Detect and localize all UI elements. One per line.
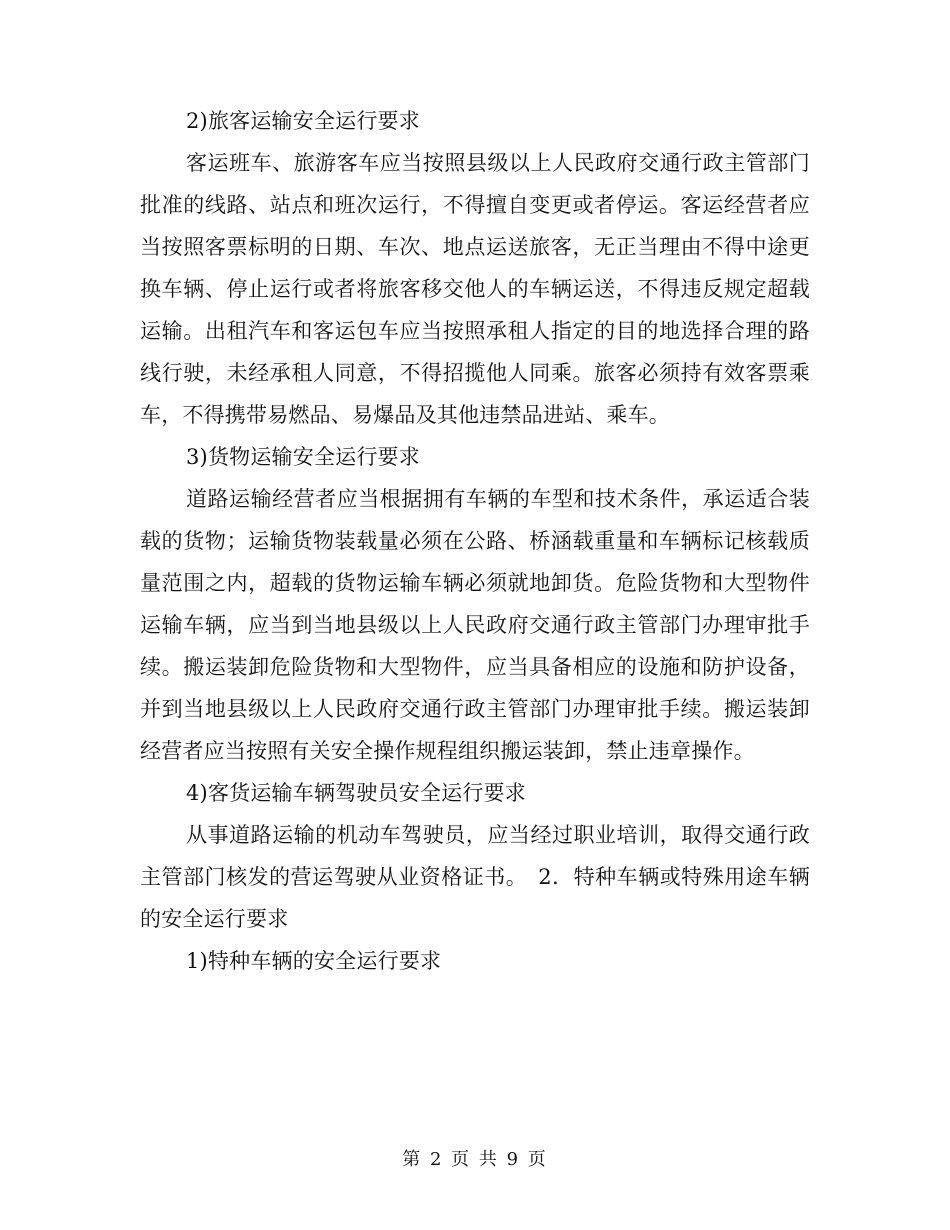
paragraph-driver-requirements: 从事道路运输的机动车驾驶员，应当经过职业培训，取得交通行政主管部门核发的营运驾驶从业资格证书。 2．特种车辆或特殊用途车辆的安全运行要求 [140, 823, 810, 931]
document-body [140, 100, 810, 982]
section-heading-driver-requirements: 4)客货运输车辆驾驶员安全运行要求 [186, 781, 526, 805]
paragraph-passenger-transport: 客运班车、旅游客车应当按照县级以上人民政府交通行政主管部门批准的线路、站点和班次运行，不得擅自变更或者停运。客运经营者应当按照客票标明的日期、车次、地点运送旅客，无正当理由不得中途更换车辆、停止运行或者将旅客移交他人的车辆运送，不得违反规定超载运输。出租汽车和客运包车应当按照承租人指定的目的地选择合理的路线行驶，未经承租人同意，不得招揽他人同乘。旅客必须持有效客票乘车，不得携带易燃品、易爆品及其他违禁品进站、乘车。 [140, 151, 810, 427]
section-heading-special-vehicles: 1)特种车辆的安全运行要求 [186, 949, 442, 973]
section-heading-passenger-transport: 2)旅客运输安全运行要求 [186, 109, 420, 133]
paragraph-cargo-transport: 道路运输经营者应当根据拥有车辆的车型和技术条件，承运适合装载的货物；运输货物装载量必须在公路、桥涵载重量和车辆标记核载质量范围之内，超载的货物运输车辆必须就地卸货。危险货物和大型物件运输车辆，应当到当地县级以上人民政府交通行政主管部门办理审批手续。搬运装卸危险货物和大型物件，应当具备相应的设施和防护设备，并到当地县级以上人民政府交通行政主管部门办理审批手续。搬运装卸经营者应当按照有关安全操作规程组织搬运装卸，禁止违章操作。 [140, 487, 810, 763]
section-heading-cargo-transport: 3)货物运输安全运行要求 [186, 445, 420, 469]
page-number-footer: 第 2 页 共 9 页 [402, 1149, 548, 1170]
